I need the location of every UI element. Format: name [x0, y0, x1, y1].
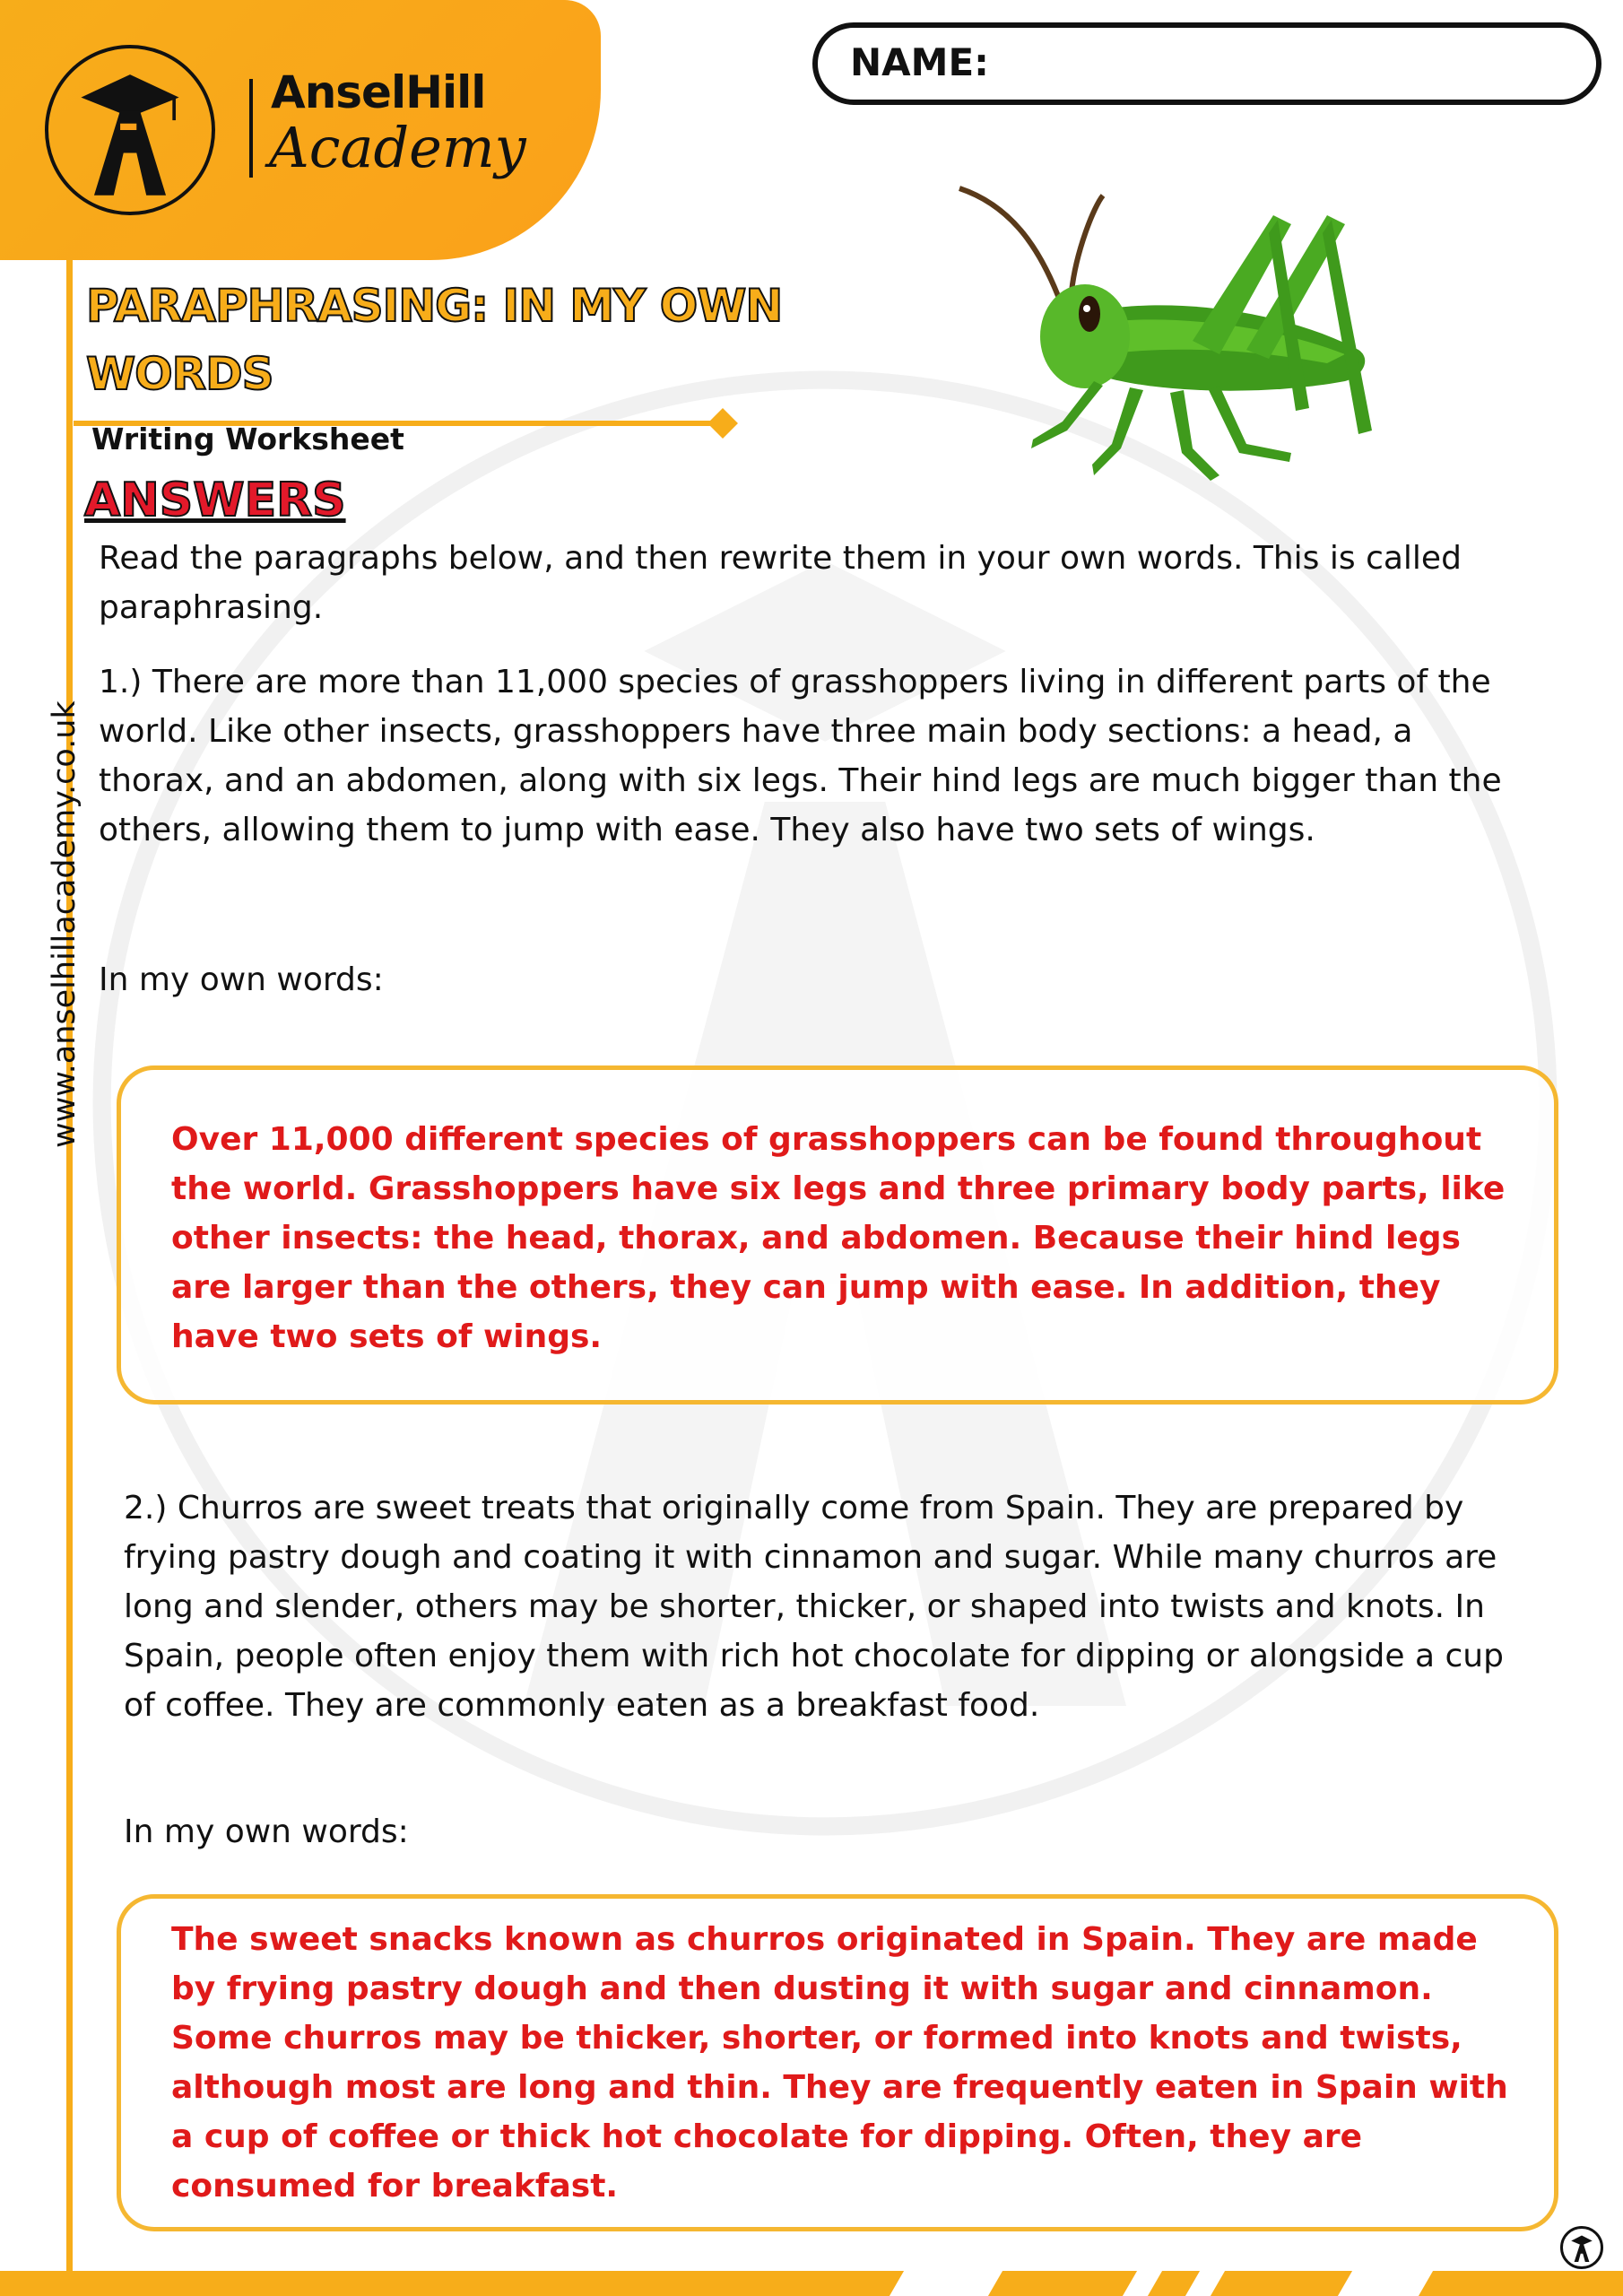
prompt-1: In my own words:	[99, 961, 384, 998]
brand-name: AnselHill	[271, 66, 486, 118]
left-rule	[66, 260, 73, 2296]
passage-1: 1.) There are more than 11,000 species of grasshoppers living in different parts of the world. Like other insects, grasshoppers have three main body sections: a head, a thorax, and an abdomen, along with six legs. Their hind legs are much bigger than the others, allowing them to jump with ease. They also have two sets of wings.	[99, 664, 1502, 848]
answer-box-2[interactable]	[117, 1894, 1558, 2231]
logo-divider	[249, 79, 253, 178]
name-label: NAME:	[850, 40, 989, 84]
answer-text-2: The sweet snacks known as churros originated in Spain. They are made by frying pastry dough and then dusting it with sugar and cinnamon. Some churros may be thicker, shorter, or formed into knots and twists, although most are long and thin. They are frequently eaten in Spain with a cup of coffee or thick hot chocolate for dipping. Often, they are consumed for breakfast.	[171, 1921, 1508, 2205]
answers-label: ANSWERS	[84, 474, 346, 527]
grasshopper-illustration	[950, 179, 1417, 502]
answer-box-1[interactable]	[117, 1065, 1558, 1405]
footer-stripe	[890, 2271, 1002, 2296]
page-title-line-2: WORDS	[86, 348, 273, 400]
page-subtitle: Writing Worksheet	[91, 422, 404, 457]
footer-stripe	[1338, 2271, 1433, 2296]
brand-subname: Academy	[269, 115, 526, 180]
passage-2: 2.) Churros are sweet treats that originally come from Spain. They are prepared by frying pastry dough and coating it with cinnamon and sugar. While many churros are long and slender, others may be shorter, thicker, or shaped into twists and knots. In Spain, people often enjoy them with rich hot chocolate for dipping or alongside a cup of coffee. They are commonly eaten as a breakfast food.	[124, 1490, 1504, 1724]
page-title-line-1: PARAPHRASING: IN MY OWN	[86, 280, 783, 332]
footer-logo-icon	[1560, 2226, 1603, 2269]
instructions: Read the paragraphs below, and then rewrite them in your own words. This is called paraphrasing.	[99, 540, 1462, 626]
side-url: www.anselhillacademy.co.uk	[47, 700, 82, 1148]
answer-text-1: Over 11,000 different species of grasshoppers can be found throughout the world. Grasshoppers have six legs and three primary body parts, like other insects: the head, thorax, and abdomen. Because their hind legs are larger than the others, they can jump with ease. In addition, they have two sets of wings.	[171, 1121, 1506, 1355]
prompt-2: In my own words:	[124, 1813, 409, 1850]
name-field[interactable]	[812, 22, 1601, 105]
academy-logo-icon	[45, 45, 215, 215]
